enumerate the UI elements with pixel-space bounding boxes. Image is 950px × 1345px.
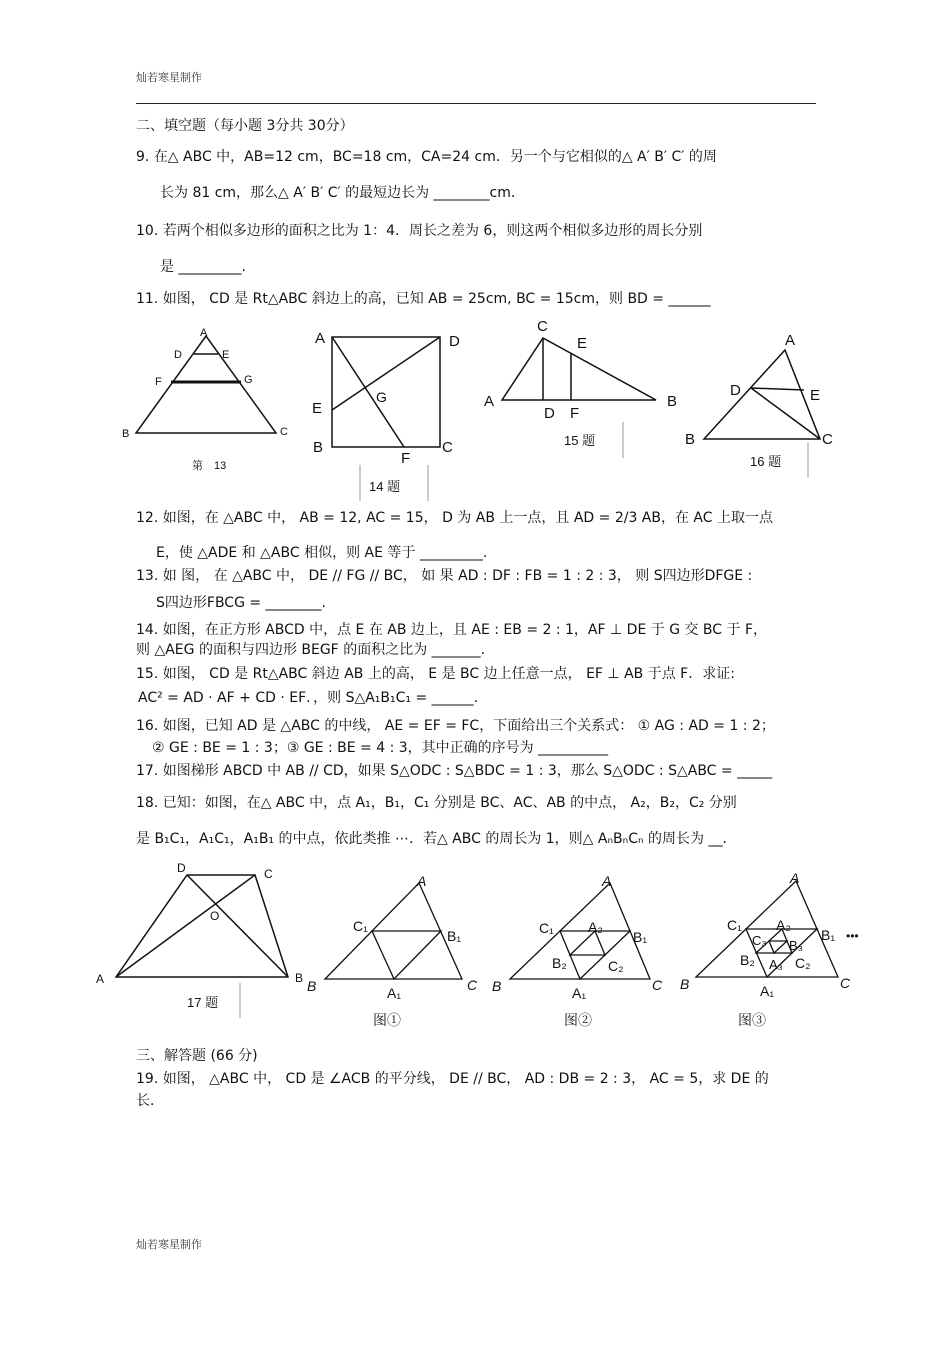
fig13-label-A: A [200,327,208,339]
fig15-label-C: C [537,318,548,335]
fig18-3-label-C3: C₃ [752,933,767,948]
fig14-label-E: E [312,400,323,417]
fig13-label-E: E [222,349,230,361]
fig13-label-C: C [280,426,288,438]
figure-16 [680,328,840,478]
fig18-3-label-A1: A₁ [760,983,775,999]
q12-line1: 12. 如图，在 △ABC 中， AB = 12, AC = 15， D 为 AB 上一点，且 AD = 2/3 AB，在 AC 上取一点 [136,510,773,526]
fig18-2-label-C1: C₁ [539,920,554,936]
q10-line1: 10. 若两个相似多边形的面积之比为 1：4．周长之差为 6，则这两个相似多边形的周长分别 [136,223,703,239]
fig18-3-label-C2: C₂ [795,955,811,971]
figure-14 [305,325,485,500]
fig18-2-caption: 图② [564,1012,592,1028]
header-rule [136,103,816,104]
figure-17 [92,858,302,1018]
fig15-label-A: A [484,393,495,410]
figure-15 [480,314,680,454]
q13-line2: S四边形FBCG = ________. [156,595,327,611]
fig14-label-B: B [313,439,324,456]
q16-line2: ② GE : BE = 1 : 3；③ GE : BE = 4 : 3，其中正确的序号为 __________ [152,740,609,756]
figure-18-1 [303,868,503,1033]
q9-line1: 9. 在△ ABC 中，AB=12 cm，BC=18 cm，CA=24 cm．另一个与它相似的△ A′ B′ C′ 的周 [136,149,717,165]
fig16-label-E: E [810,387,821,404]
page-header: 灿若寒星制作 [136,71,202,84]
fig16-label-B: B [685,431,696,448]
fig18-1-label-C: C [467,977,478,993]
fig15-label-D: D [544,405,555,422]
q17-text: 17. 如图梯形 ABCD 中 AB // CD，如果 S△ODC : S△BDC = 1 : 3，那么 S△ODC : S△ABC = _____ [136,763,773,779]
figure-13 [118,320,298,470]
fig16-label-D: D [730,382,741,399]
fig18-1-label-B1: B₁ [447,928,462,944]
fig18-3-caption: 图③ [738,1012,766,1028]
fig15-label-E: E [577,335,588,352]
fig18-3-label-B: B [680,976,690,992]
fig13-caption: 第 13 [192,460,227,472]
figure-18-2 [490,868,680,1033]
fig14-label-D: D [449,333,460,350]
fig15-label-F: F [570,405,580,422]
fig18-3-label-B2: B₂ [740,952,755,968]
fig13-label-D: D [174,349,182,361]
q15-line1: 15. 如图， CD 是 Rt△ABC 斜边 AB 上的高， E 是 BC 边上任意一点， EF ⊥ AB 于点 F．求证: [136,666,735,682]
fig14-caption: 14 题 [369,479,401,494]
fig18-2-label-C2: C₂ [608,958,624,974]
fig18-3-label-A2: A₂ [776,917,791,933]
q15-line2: AC² = AD · AF + CD · EF．，则 S△A₁B₁C₁ = ______. [138,690,479,706]
q16-line1: 16. 如图，已知 AD 是 △ABC 的中线， AE = EF = FC，下面给出三个关系式： ① AG : AD = 1 : 2； [136,718,775,734]
fig18-2-label-B2: B₂ [552,955,567,971]
fig18-1-label-A: A [417,873,427,889]
fig18-1-label-C1: C₁ [353,918,368,934]
q14-line2: 则 △AEG 的面积与四边形 BEGF 的面积之比为 _______. [136,642,486,658]
fig18-2-label-A1: A₁ [572,985,587,1001]
fig14-label-F: F [401,450,411,467]
fig16-label-A: A [785,332,796,349]
fig13-label-F: F [155,376,162,388]
fig16-caption: 16 题 [750,454,782,469]
fig14-label-A: A [315,330,326,347]
section2-title: 二、填空题（每小题 3分共 30分） [136,118,354,134]
fig16-label-C: C [822,431,833,448]
q9-line2: 长为 81 cm，那么△ A′ B′ C′ 的最短边长为 ________cm． [160,185,525,201]
figure-18-3 [678,868,868,1033]
section3-title: 三、解答题 (66 分) [136,1048,258,1064]
fig18-3-label-C: C [840,975,851,991]
fig14-label-G: G [376,389,387,405]
fig18-2-label-A: A [602,873,612,889]
fig18-2-label-B1: B₁ [633,929,648,945]
fig15-caption: 15 题 [564,433,596,448]
fig13-label-B: B [122,428,130,440]
q12-line2: E，使 △ADE 和 △ABC 相似，则 AE 等于 _________. [156,545,488,561]
q11-text: 11. 如图， CD 是 Rt△ABC 斜边上的高，已知 AB = 25cm, BC = 15cm，则 BD = ______ [136,291,711,307]
q13-line1: 13. 如 图， 在 △ABC 中， DE // FG // BC， 如 果 AD : DF : FB = 1 : 2 : 3， 则 S四边形DFGE : [136,568,753,584]
fig14-label-C: C [442,439,453,456]
fig18-2-label-A2: A₂ [588,919,603,935]
fig18-3-label-B1: B₁ [821,927,836,943]
fig17-label-B: B [295,971,304,985]
fig18-1-caption: 图① [373,1012,401,1028]
q14-line1: 14. 如图，在正方形 ABCD 中，点 E 在 AB 边上，且 AE : EB = 2 : 1，AF ⊥ DE 于 G 交 BC 于 F， [136,622,768,638]
q10-line2: 是 _________. [160,259,246,275]
fig18-3-label-B3: B₃ [789,938,803,953]
q18-line1: 18. 已知：如图，在△ ABC 中，点 A₁，B₁，C₁ 分别是 BC、AC、AB 的中点， A₂，B₂，C₂ 分别 [136,795,737,811]
q18-line2: 是 B₁C₁，A₁C₁，A₁B₁ 的中点，依此类推 ⋯．若△ ABC 的周长为 1，则△ AₙBₙCₙ 的周长为 __． [136,831,737,847]
fig18-2-label-B: B [492,978,502,994]
fig17-label-D: D [177,861,186,875]
fig18-3-label-C1: C₁ [727,917,742,933]
fig15-label-B: B [667,393,678,410]
fig17-label-O: O [210,909,220,923]
fig18-3-label-A: A [790,870,800,886]
fig18-3-label-dots: ••• [846,929,859,943]
fig18-1-label-A1: A₁ [387,985,402,1001]
fig17-label-C: C [264,867,273,881]
q19-line1: 19. 如图， △ABC 中， CD 是 ∠ACB 的平分线， DE // BC， AD : DB = 2 : 3， AC = 5，求 DE 的 [136,1071,769,1087]
fig18-3-label-A3: A₃ [769,957,783,972]
fig17-caption: 17 题 [187,995,219,1010]
fig18-2-label-C: C [652,977,663,993]
page-footer: 灿若寒星制作 [136,1238,202,1251]
fig18-1-label-B: B [307,978,317,994]
q19-line2: 长． [136,1093,164,1109]
fig13-label-G: G [244,374,253,386]
fig17-label-A: A [96,972,105,986]
